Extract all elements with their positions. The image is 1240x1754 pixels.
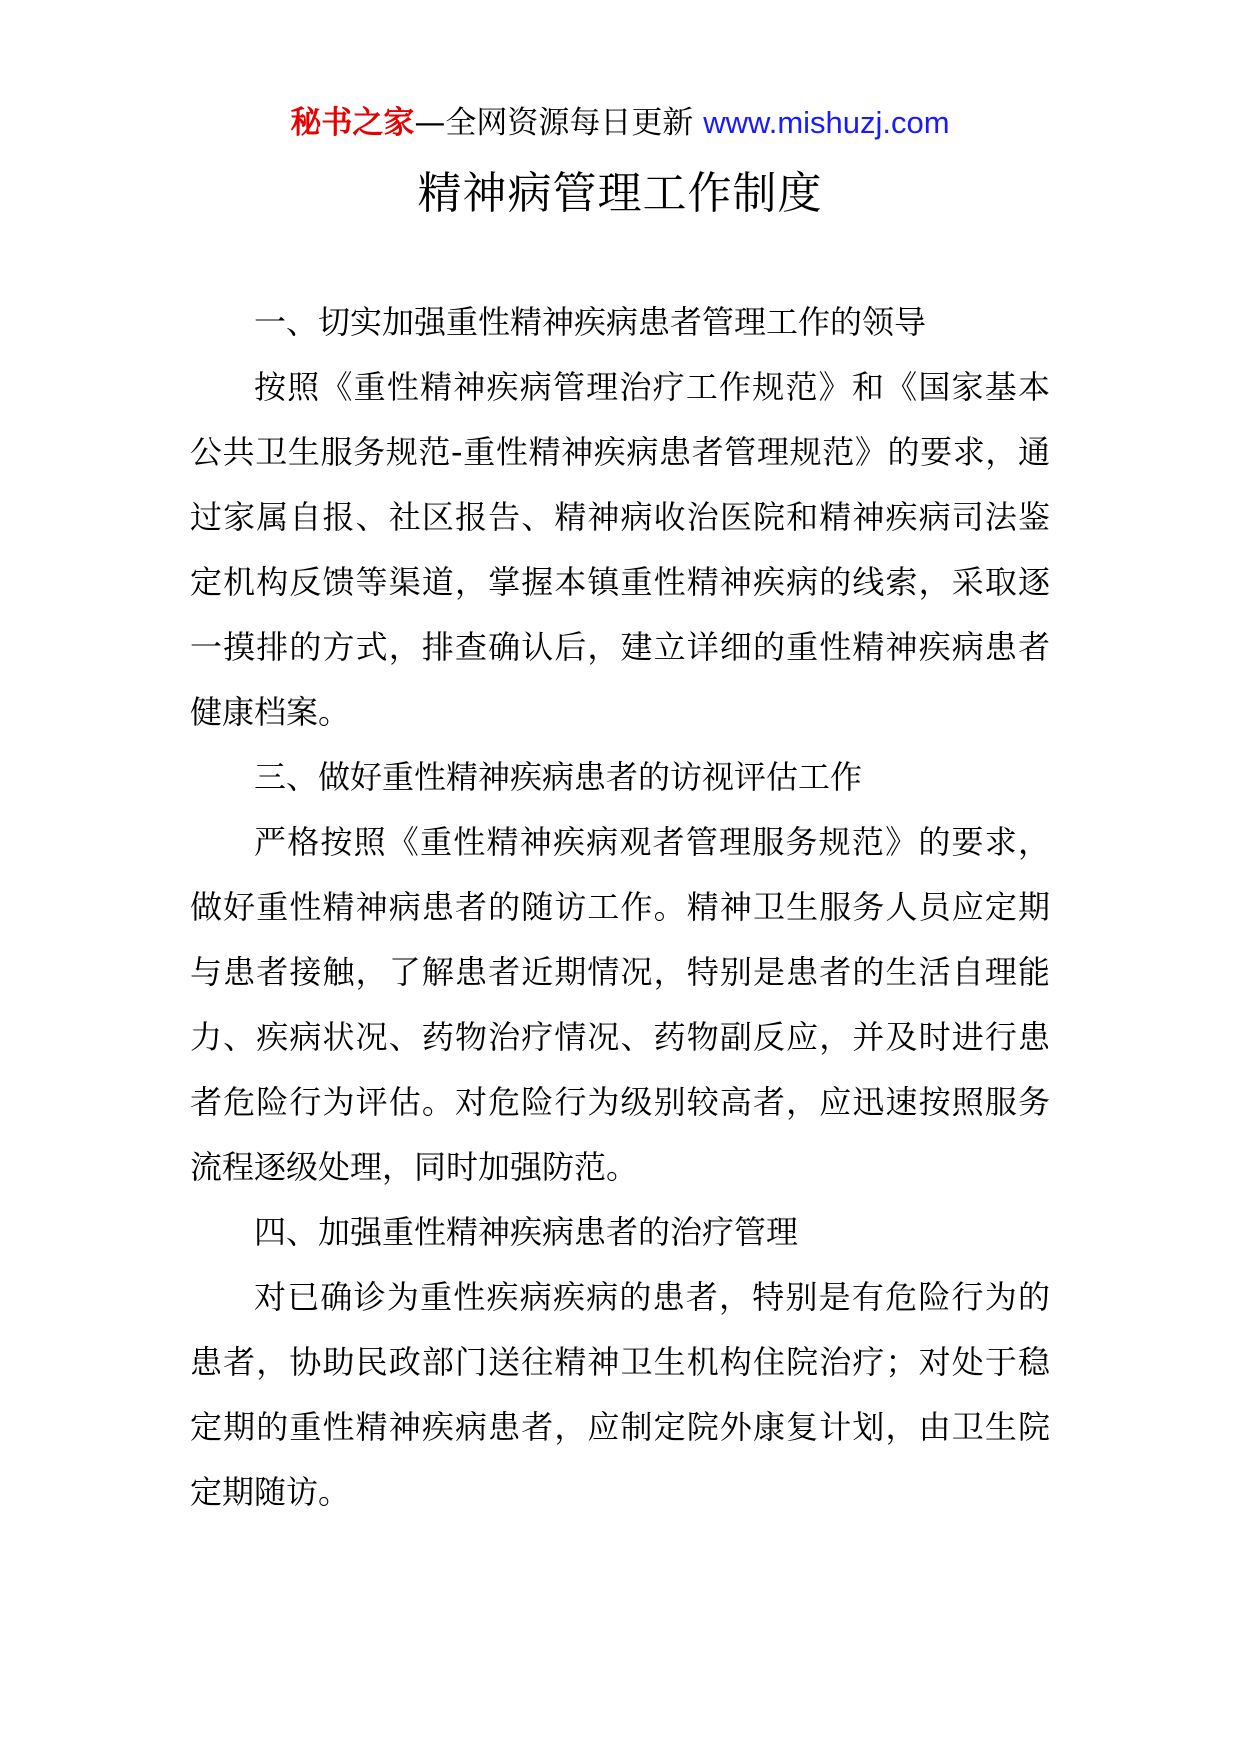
site-brand: 秘书之家 [290, 105, 415, 141]
section-body-4: 对已确诊为重性疾病疾病的患者，特别是有危险行为的患者，协助民政部门送往精神卫生机构住院治疗；对处于稳定期的重性精神疾病患者，应制定院外康复计划，由卫生院定期随访。 [190, 1278, 1050, 1511]
section-heading-3: 三、做好重性精神疾病患者的访视评估工作 [254, 758, 863, 796]
site-tagline: —全网资源每日更新 [414, 105, 704, 141]
section-heading-1: 一、切实加强重性精神疾病患者管理工作的领导 [254, 303, 927, 341]
document-body [190, 290, 1050, 1525]
site-url-link[interactable]: www.mishuzj.com [703, 105, 950, 140]
site-header [0, 98, 1240, 148]
section-heading-4: 四、加强重性精神疾病患者的治疗管理 [254, 1213, 799, 1251]
section-body-3: 严格按照《重性精神疾病观者管理服务规范》的要求，做好重性精神病患者的随访工作。精神卫生服务人员应定期与患者接触，了解患者近期情况，特别是患者的生活自理能力、疾病状况、药物治疗情况、药物副反应，并及时进行患者危险行为评估。对危险行为级别较高者，应迅速按照服务流程逐级处理，同时加强防范。 [190, 823, 1050, 1186]
document-title: 精神病管理工作制度 [417, 168, 823, 219]
section-body-1: 按照《重性精神疾病管理治疗工作规范》和《国家基本公共卫生服务规范-重性精神疾病患者管理规范》的要求，通过家属自报、社区报告、精神病收治医院和精神疾病司法鉴定机构反馈等渠道，掌握本镇重性精神疾病的线索，采取逐一摸排的方式，排查确认后，建立详细的重性精神疾病患者健康档案。 [190, 368, 1050, 731]
